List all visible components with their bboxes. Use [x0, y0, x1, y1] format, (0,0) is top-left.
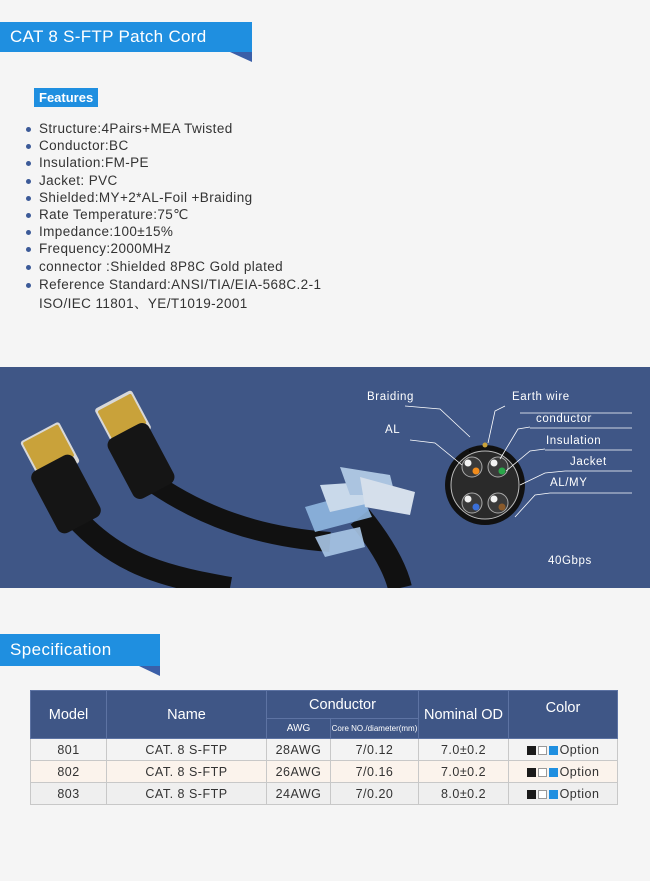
- label-earth-wire: Earth wire: [512, 391, 570, 403]
- cell-name: CAT. 8 S-FTP: [107, 783, 267, 805]
- cell-model: 802: [31, 761, 107, 783]
- cell-awg: 24AWG: [267, 783, 331, 805]
- blue-swatch-icon: [549, 790, 558, 799]
- feature-reference-standard: Reference Standard:ANSI/TIA/EIA-568C.2-1 ISO/IEC 11801、YE/T1019-2001: [26, 275, 369, 313]
- features-list: [26, 120, 369, 313]
- table-row: [31, 761, 618, 783]
- cell-color: [509, 783, 618, 805]
- cell-core: 7/0.20: [331, 783, 419, 805]
- cell-od: 8.0±0.2: [419, 783, 509, 805]
- color-option-label: Option: [559, 742, 600, 757]
- white-swatch-icon: [538, 768, 547, 777]
- blue-swatch-icon: [549, 746, 558, 755]
- label-al: AL: [385, 424, 401, 436]
- label-al-my: AL/MY: [550, 477, 588, 489]
- cell-model: 803: [31, 783, 107, 805]
- title-tab-decoration: [230, 52, 252, 62]
- specification-title: Specification: [0, 634, 160, 666]
- cell-core: 7/0.16: [331, 761, 419, 783]
- cell-name: CAT. 8 S-FTP: [107, 761, 267, 783]
- black-swatch-icon: [527, 746, 536, 755]
- feature-connector: connector :Shielded 8P8C Gold plated: [26, 258, 369, 275]
- cell-name: CAT. 8 S-FTP: [107, 739, 267, 761]
- cell-awg: 28AWG: [267, 739, 331, 761]
- black-swatch-icon: [527, 768, 536, 777]
- header-nominal-od: Nominal OD: [419, 691, 509, 739]
- feature-rate-temperature: Rate Temperature:75℃: [26, 206, 369, 223]
- label-jacket: Jacket: [570, 456, 607, 468]
- label-conductor: conductor: [536, 413, 592, 425]
- feature-impedance: Impedance:100±15%: [26, 223, 369, 240]
- table-row: [31, 783, 618, 805]
- label-braiding: Braiding: [367, 391, 414, 403]
- cell-awg: 26AWG: [267, 761, 331, 783]
- specification-tab-decoration: [139, 666, 160, 676]
- label-speed: 40Gbps: [548, 555, 592, 567]
- feature-structure: Structure:4Pairs+MEA Twisted: [26, 120, 369, 137]
- header-conductor: Conductor: [267, 691, 419, 719]
- page-title: CAT 8 S-FTP Patch Cord: [0, 22, 252, 52]
- white-swatch-icon: [538, 790, 547, 799]
- cell-model: 801: [31, 739, 107, 761]
- cell-core: 7/0.12: [331, 739, 419, 761]
- header-color: Color: [509, 691, 618, 739]
- color-option-label: Option: [559, 764, 600, 779]
- label-insulation: Insulation: [546, 435, 602, 447]
- specification-table: [30, 690, 618, 805]
- feature-conductor: Conductor:BC: [26, 137, 369, 154]
- feature-shielded: Shielded:MY+2*AL-Foil +Braiding: [26, 189, 369, 206]
- cell-od: 7.0±0.2: [419, 761, 509, 783]
- cell-color: [509, 739, 618, 761]
- black-swatch-icon: [527, 790, 536, 799]
- header-core: Core NO./diameter(mm): [331, 719, 419, 739]
- feature-frequency: Frequency:2000MHz: [26, 240, 369, 257]
- color-option-label: Option: [559, 786, 600, 801]
- product-banner: [0, 367, 650, 588]
- table-row: [31, 739, 618, 761]
- header-name: Name: [107, 691, 267, 739]
- features-badge: Features: [34, 88, 98, 107]
- cell-od: 7.0±0.2: [419, 739, 509, 761]
- header-model: Model: [31, 691, 107, 739]
- white-swatch-icon: [538, 746, 547, 755]
- blue-swatch-icon: [549, 768, 558, 777]
- feature-jacket: Jacket: PVC: [26, 172, 369, 189]
- feature-insulation: Insulation:FM-PE: [26, 154, 369, 171]
- header-awg: AWG: [267, 719, 331, 739]
- cell-color: [509, 761, 618, 783]
